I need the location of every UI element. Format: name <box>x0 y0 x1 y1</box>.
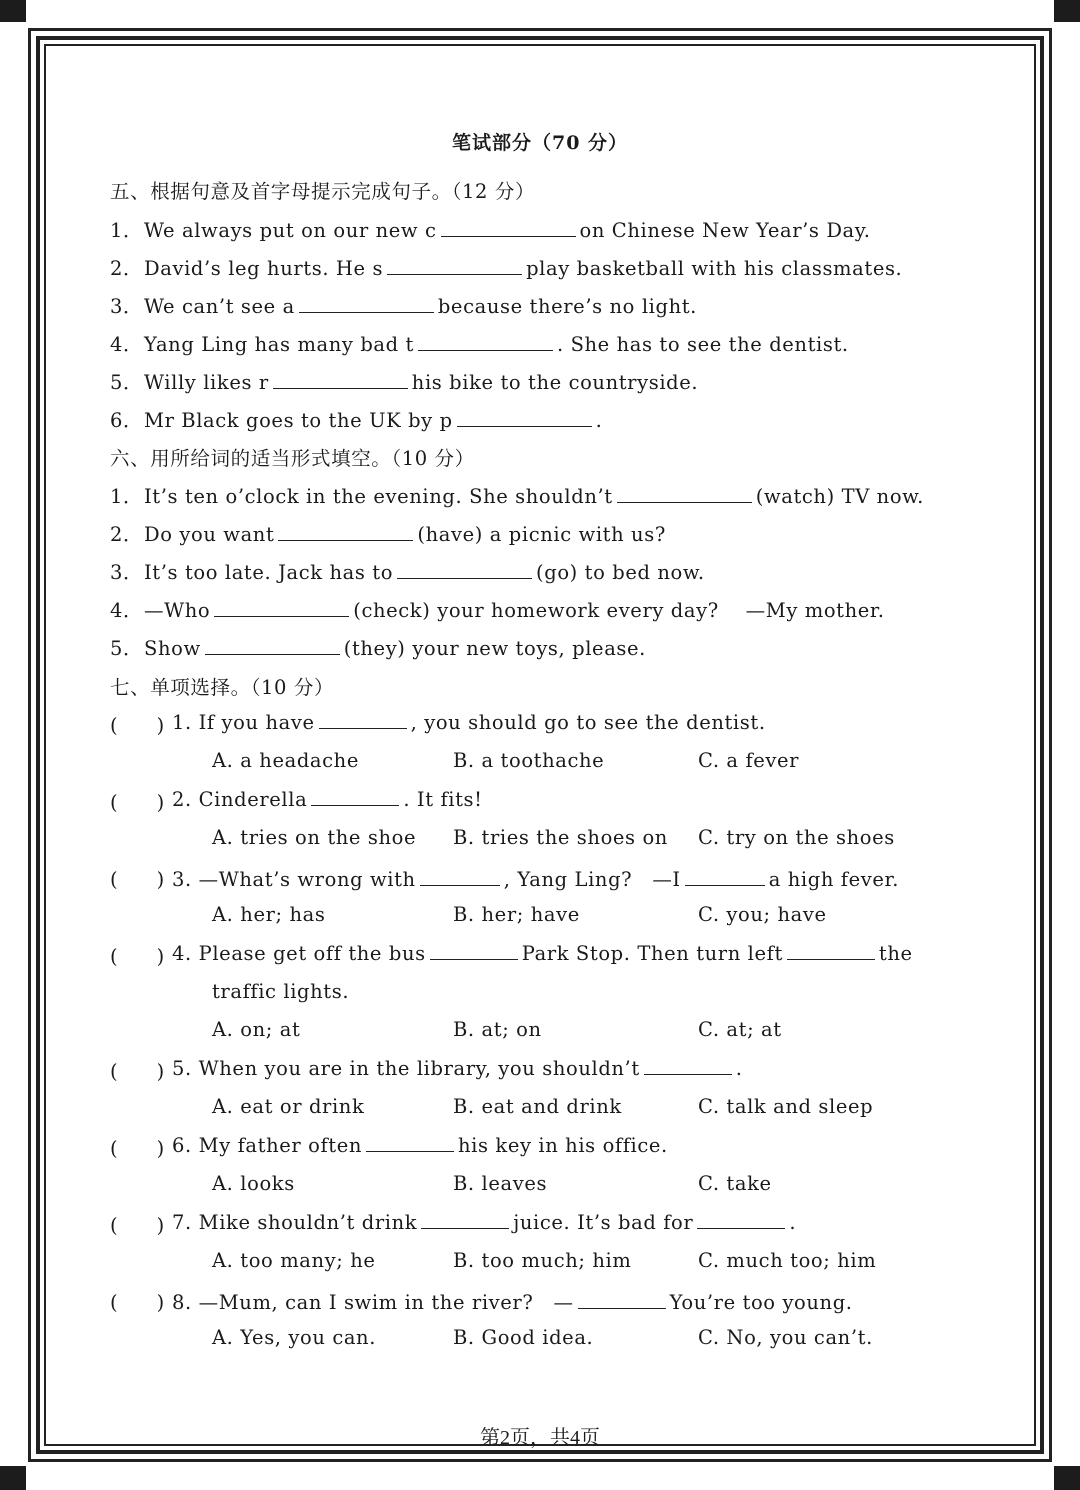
item-number: 6． <box>110 409 144 432</box>
item-text: . She has to see the dentist. <box>556 333 849 356</box>
s6-item-2 <box>110 519 666 547</box>
answer-blank[interactable] <box>421 1210 509 1229</box>
option-a: A. a headache <box>212 749 359 772</box>
item-text: Do you want <box>144 523 275 546</box>
s5-item-2 <box>110 253 902 281</box>
item-text: (they) your new toys, please. <box>343 637 646 660</box>
answer-blank[interactable] <box>299 294 434 313</box>
option-b: B. her; have <box>453 903 580 926</box>
item-text: Willy likes r <box>144 371 269 394</box>
question-text: —Mum, can I swim in the river? — <box>198 1291 574 1314</box>
question-4-continued: traffic lights. <box>212 980 350 1003</box>
answer-blank[interactable] <box>387 256 522 275</box>
s5-item-4 <box>110 329 849 357</box>
question-3 <box>172 864 899 892</box>
corner-mark-bottom-left <box>0 1466 26 1490</box>
item-number: 5． <box>110 371 144 394</box>
item-number: 2． <box>110 523 144 546</box>
item-text: (watch) TV now. <box>755 485 924 508</box>
item-text: . <box>595 409 603 432</box>
item-number: 5． <box>110 637 144 660</box>
question-text: . <box>789 1211 797 1234</box>
question-text: Cinderella <box>198 788 308 811</box>
item-number: 4． <box>110 599 144 622</box>
answer-blank[interactable] <box>787 941 875 960</box>
option-c: C. you; have <box>698 903 827 926</box>
question-text: If you have <box>198 711 315 734</box>
s5-item-6 <box>110 405 602 433</box>
option-a: A. looks <box>212 1172 295 1195</box>
item-text: because there’s no light. <box>437 295 697 318</box>
question-2 <box>172 787 483 811</box>
answer-paren[interactable]: ( ) <box>110 1214 165 1237</box>
item-text: David’s leg hurts. He s <box>144 257 384 280</box>
option-c: C. much too; him <box>698 1249 877 1272</box>
answer-blank[interactable] <box>420 867 500 886</box>
answer-blank[interactable] <box>578 1290 666 1309</box>
item-number: 4． <box>110 333 144 356</box>
question-6 <box>172 1133 668 1157</box>
section-5-heading: 五、根据句意及首字母提示完成句子。（12 分） <box>110 180 536 203</box>
option-b: B. leaves <box>453 1172 548 1195</box>
question-text: —What’s wrong with <box>198 868 416 891</box>
corner-mark-bottom-right <box>1054 1466 1080 1490</box>
question-number: 8. <box>172 1291 192 1314</box>
answer-paren[interactable]: ( ) <box>110 714 165 737</box>
page-number-footer: 第2页，共4页 <box>480 1427 600 1449</box>
answer-blank[interactable] <box>430 941 518 960</box>
page-title: 笔试部分（70 分） <box>451 132 629 154</box>
option-b: B. a toothache <box>453 749 605 772</box>
question-text: Mike shouldn’t drink <box>198 1211 418 1234</box>
question-text: , Yang Ling? —I <box>503 868 681 891</box>
answer-blank[interactable] <box>366 1133 454 1152</box>
answer-paren[interactable]: ( ) <box>110 791 165 814</box>
answer-paren[interactable]: ( ) <box>110 945 165 968</box>
answer-blank[interactable] <box>311 787 399 806</box>
item-number: 1． <box>110 485 144 508</box>
option-b: B. eat and drink <box>453 1095 622 1118</box>
corner-mark-top-right <box>1054 0 1080 22</box>
answer-blank[interactable] <box>273 370 408 389</box>
question-number: 6. <box>172 1134 192 1157</box>
question-number: 2. <box>172 788 192 811</box>
item-text: play basketball with his classmates. <box>526 257 903 280</box>
option-a: A. on; at <box>212 1018 301 1041</box>
answer-paren[interactable]: ( ) <box>110 1060 165 1083</box>
option-b: B. tries the shoes on <box>453 826 668 849</box>
answer-blank[interactable] <box>418 332 553 351</box>
item-text: We can’t see a <box>144 295 295 318</box>
question-text: My father often <box>198 1134 362 1157</box>
s5-item-5 <box>110 367 698 395</box>
option-a: A. tries on the shoe <box>212 826 417 849</box>
option-c: C. No, you can’t. <box>698 1326 873 1349</box>
answer-blank[interactable] <box>617 484 752 503</box>
answer-blank[interactable] <box>457 408 592 427</box>
option-a: A. Yes, you can. <box>212 1326 377 1349</box>
section-7-heading: 七、单项选择。（10 分） <box>110 676 335 699</box>
answer-blank[interactable] <box>319 710 407 729</box>
answer-blank[interactable] <box>685 867 765 886</box>
item-text: on Chinese New Year’s Day. <box>579 219 871 242</box>
answer-blank[interactable] <box>205 636 340 655</box>
answer-blank[interactable] <box>214 598 349 617</box>
item-text: Mr Black goes to the UK by p <box>144 409 453 432</box>
question-8 <box>172 1287 853 1315</box>
item-text: It’s ten o’clock in the evening. She shouldn’t <box>144 485 613 508</box>
question-4 <box>172 941 913 965</box>
option-c: C. try on the shoes <box>698 826 895 849</box>
question-5 <box>172 1056 743 1080</box>
question-number: 4. <box>172 942 192 965</box>
corner-mark-top-left <box>0 0 26 22</box>
item-text: It’s too late. Jack has to <box>144 561 394 584</box>
answer-blank[interactable] <box>644 1056 732 1075</box>
option-a: A. her; has <box>212 903 326 926</box>
question-7 <box>172 1210 796 1234</box>
question-text: . <box>735 1057 743 1080</box>
answer-blank[interactable] <box>697 1210 785 1229</box>
item-number: 3． <box>110 295 144 318</box>
section-6-heading: 六、用所给词的适当形式填空。（10 分） <box>110 447 475 470</box>
item-number: 3． <box>110 561 144 584</box>
question-text: , you should go to see the dentist. <box>410 711 766 734</box>
question-text: the <box>878 942 913 965</box>
answer-paren[interactable]: ( ) <box>110 1137 165 1160</box>
option-b: B. at; on <box>453 1018 542 1041</box>
option-c: C. take <box>698 1172 772 1195</box>
s5-item-1 <box>110 215 871 243</box>
option-a: A. eat or drink <box>212 1095 365 1118</box>
item-text: (have) a picnic with us? <box>417 523 666 546</box>
question-text: his key in his office. <box>458 1134 668 1157</box>
item-text: —Who <box>144 599 211 622</box>
option-c: C. at; at <box>698 1018 782 1041</box>
item-text: Show <box>144 637 201 660</box>
s6-item-4 <box>110 595 885 623</box>
s6-item-1 <box>110 481 924 509</box>
answer-paren[interactable]: ( ) <box>110 868 165 891</box>
question-number: 7. <box>172 1211 192 1234</box>
item-number: 1． <box>110 219 144 242</box>
question-text: Park Stop. Then turn left <box>521 942 783 965</box>
question-text: When you are in the library, you shouldn’t <box>198 1057 640 1080</box>
s5-item-3 <box>110 291 697 319</box>
item-number: 2． <box>110 257 144 280</box>
option-a: A. too many; he <box>212 1249 376 1272</box>
option-c: C. talk and sleep <box>698 1095 874 1118</box>
question-text: Please get off the bus <box>198 942 426 965</box>
question-1 <box>172 710 766 734</box>
question-text: . It fits! <box>403 788 483 811</box>
question-text: a high fever. <box>768 868 900 891</box>
question-text: juice. It’s bad for <box>513 1211 694 1234</box>
item-text: (go) to bed now. <box>536 561 705 584</box>
answer-blank[interactable] <box>441 218 576 237</box>
option-b: B. Good idea. <box>453 1326 594 1349</box>
option-c: C. a fever <box>698 749 800 772</box>
answer-blank[interactable] <box>278 522 413 541</box>
item-text: Yang Ling has many bad t <box>144 333 414 356</box>
s6-item-3 <box>110 557 705 585</box>
option-b: B. too much; him <box>453 1249 632 1272</box>
item-text: (check) your homework every day? —My mother. <box>353 599 885 622</box>
question-number: 3. <box>172 868 192 891</box>
question-number: 5. <box>172 1057 192 1080</box>
answer-paren[interactable]: ( ) <box>110 1291 165 1314</box>
question-number: 1. <box>172 711 192 734</box>
answer-blank[interactable] <box>397 560 532 579</box>
s6-item-5 <box>110 633 646 661</box>
item-text: his bike to the countryside. <box>411 371 699 394</box>
item-text: We always put on our new c <box>144 219 437 242</box>
question-text: You’re too young. <box>669 1291 853 1314</box>
